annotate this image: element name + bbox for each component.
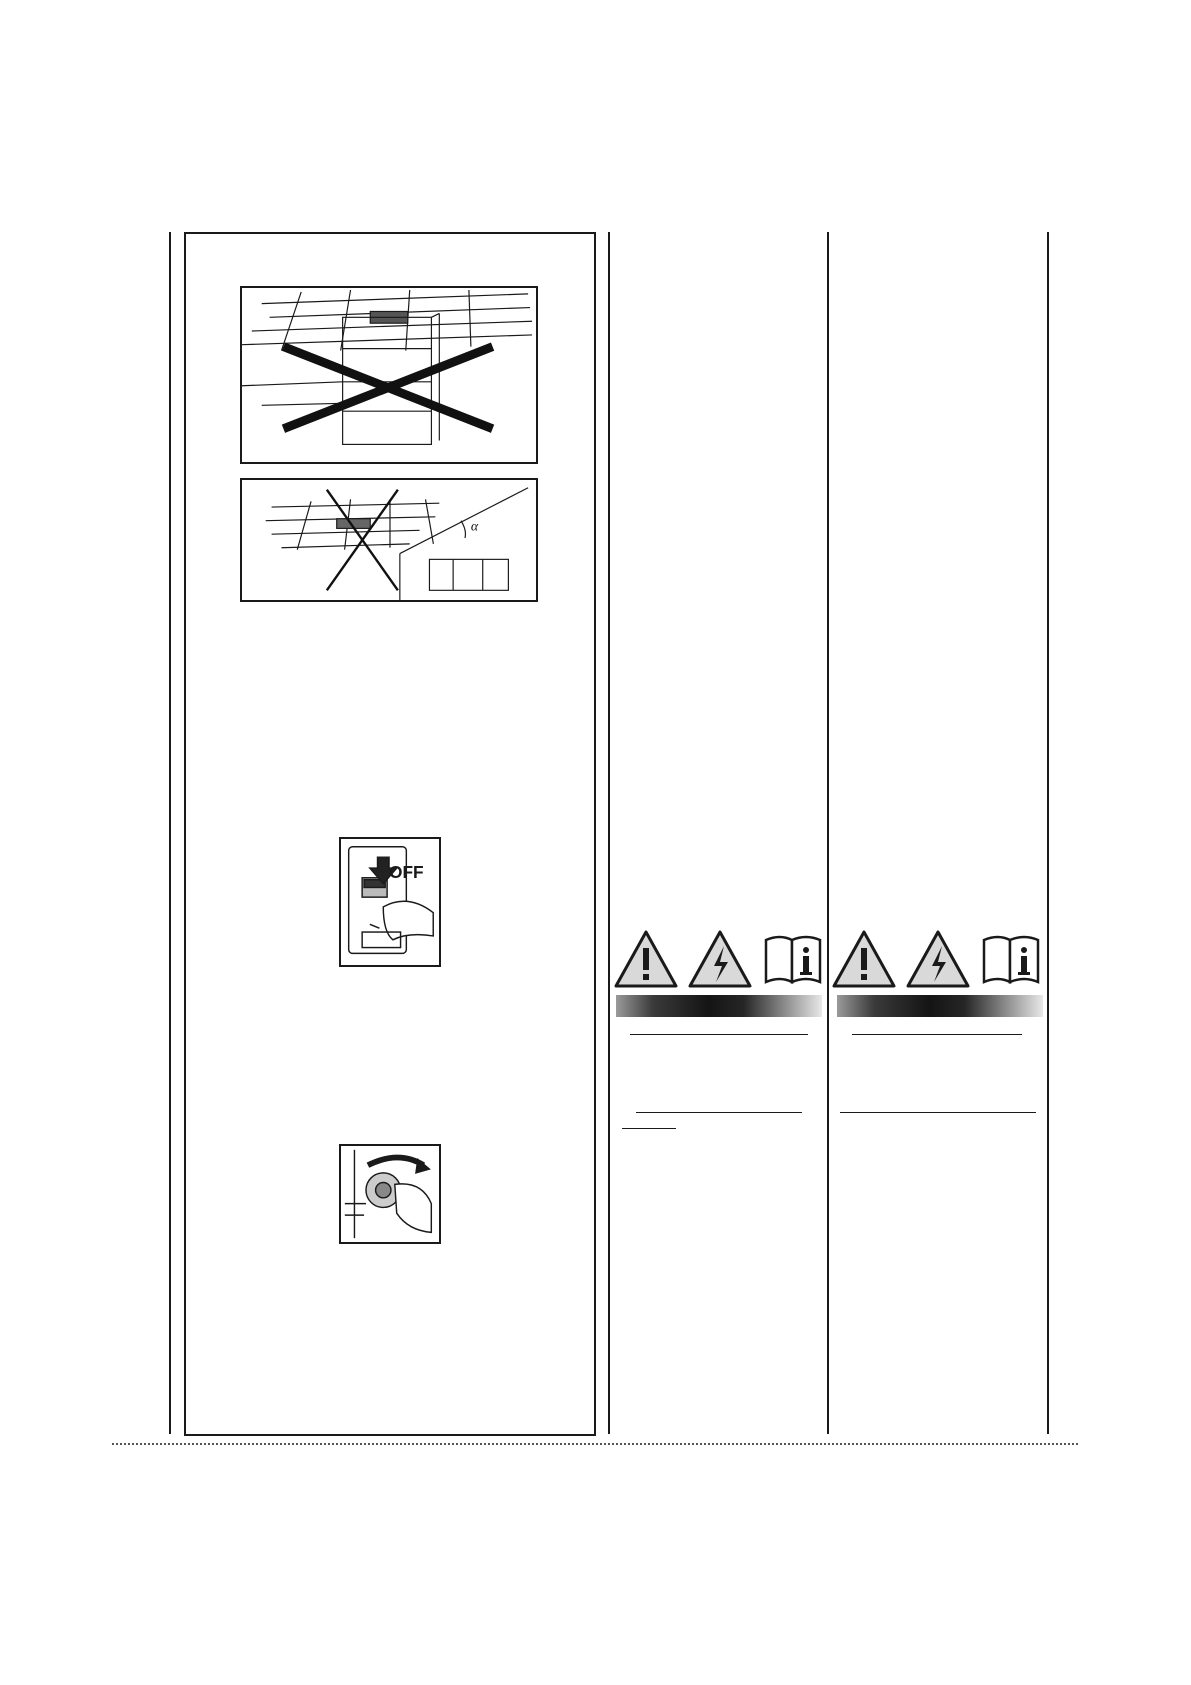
section-gradient-bar-2 — [837, 995, 1043, 1017]
heading-underline — [636, 1112, 802, 1113]
column-separator-right — [1047, 232, 1049, 1434]
warning-triangle-icon — [616, 932, 676, 986]
electric-hazard-icon — [908, 932, 968, 986]
column-separator-center — [827, 232, 829, 1434]
illustration-valve-close — [339, 1144, 441, 1244]
illustration-vent-near-wall — [240, 478, 538, 602]
switch-off-label: OFF — [389, 861, 424, 882]
footer-dotted-line — [112, 1443, 1078, 1445]
heading-underline — [840, 1112, 1036, 1113]
section-gradient-bar-1 — [616, 995, 822, 1017]
angle-label: α — [470, 518, 479, 534]
read-manual-icon — [984, 937, 1038, 982]
column-separator-left — [169, 232, 171, 1434]
electric-hazard-icon — [690, 932, 750, 986]
warning-triangle-icon — [834, 932, 894, 986]
heading-underline — [852, 1034, 1022, 1035]
heading-underline — [630, 1034, 808, 1035]
illustration-shelf-under-vent — [240, 286, 538, 464]
illustration-switch-off — [339, 837, 441, 967]
heading-underline — [622, 1128, 676, 1129]
warning-pictograms-group-1 — [614, 930, 824, 988]
warning-pictograms-group-2 — [832, 930, 1042, 988]
column-separator-middle — [608, 232, 610, 1434]
read-manual-icon — [766, 937, 820, 982]
